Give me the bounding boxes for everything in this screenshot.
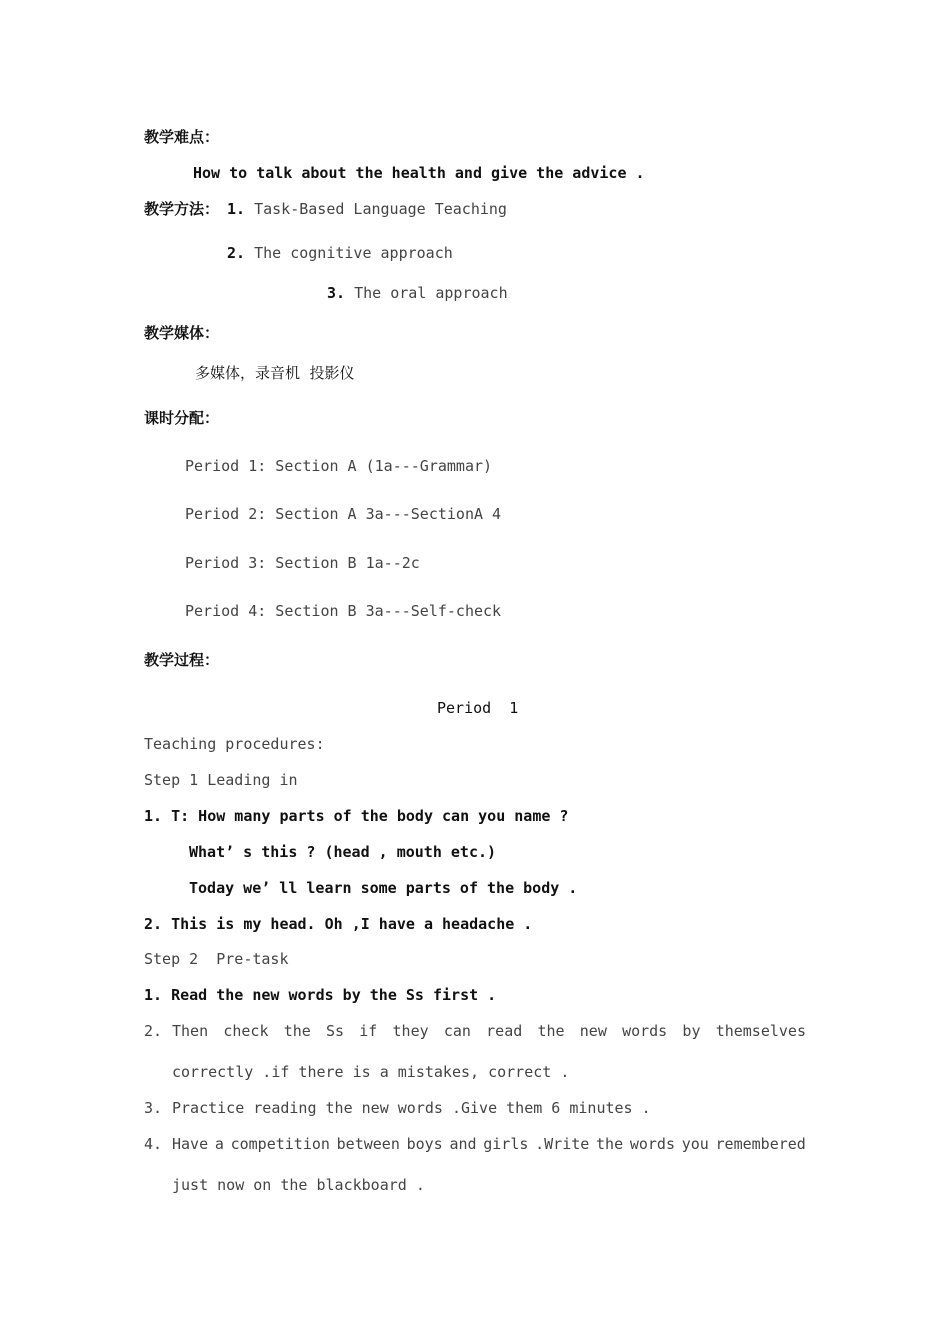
step1-title: Step 1 Leading in <box>144 771 298 789</box>
step2-item-4-line-2: just now on the blackboard . <box>172 1176 425 1194</box>
word: words <box>629 1135 675 1153</box>
procedures-label: Teaching procedures: <box>144 735 325 753</box>
word: Ss <box>325 1022 345 1040</box>
process-heading: 教学过程： <box>144 651 220 669</box>
step2-title: Step 2 Pre-task <box>144 950 289 968</box>
step2-item-3-number: 3. <box>144 1099 163 1117</box>
word: they <box>392 1022 429 1040</box>
step2-item-3-text: Practice reading the new words .Give them 6 minutes . <box>172 1099 651 1117</box>
word: by <box>682 1022 701 1040</box>
step2-item-4-line-1 <box>172 1134 806 1154</box>
word: a <box>214 1135 224 1153</box>
word: words <box>622 1022 668 1040</box>
period-item-2: Period 2: Section A 3a---SectionA 4 <box>185 505 502 523</box>
period-title: Period 1 <box>437 699 519 717</box>
word: read <box>486 1022 523 1040</box>
word: the <box>596 1135 624 1153</box>
word: themselves <box>715 1022 806 1040</box>
step2-item-2-line-2: correctly .if there is a mistakes, correct . <box>172 1063 570 1081</box>
method-text: The cognitive approach <box>254 244 453 262</box>
method-item-1 <box>227 199 507 219</box>
word: competition <box>230 1135 330 1153</box>
word: and <box>449 1135 477 1153</box>
word: Have <box>172 1135 209 1153</box>
period-item-1: Period 1: Section A (1a---Grammar) <box>185 457 493 475</box>
step2-item-1: 1. Read the new words by the Ss first . <box>144 986 497 1004</box>
word: you <box>681 1135 709 1153</box>
word: between <box>336 1135 400 1153</box>
word: can <box>443 1022 471 1040</box>
step1-item-1: 1. T: How many parts of the body can you name ? <box>144 807 569 825</box>
step2-item-4-number: 4. <box>144 1135 163 1153</box>
step1-item-1-sub-2: Today we’ ll learn some parts of the body . <box>189 879 578 897</box>
word: if <box>359 1022 378 1040</box>
method-number: 2. <box>227 244 246 262</box>
difficulty-heading: 教学难点： <box>144 128 220 146</box>
word: boys <box>406 1135 443 1153</box>
difficulty-text: How to talk about the health and give the advice . <box>193 164 645 182</box>
method-number: 3. <box>327 284 346 302</box>
word: check <box>223 1022 269 1040</box>
word: remembered <box>715 1135 806 1153</box>
step1-item-1-sub-1: What’ s this ? (head , mouth etc.) <box>189 843 497 861</box>
method-text: The oral approach <box>354 284 508 302</box>
word: girls <box>483 1135 529 1153</box>
word: .Write <box>535 1135 590 1153</box>
word: Then <box>172 1022 209 1040</box>
method-item-2 <box>227 243 453 263</box>
media-text: 多媒体，录音机 投影仪 <box>195 364 355 382</box>
methods-heading: 教学方法： <box>144 200 220 218</box>
media-heading: 教学媒体： <box>144 324 220 342</box>
word: the <box>283 1022 311 1040</box>
step2-item-2-number: 2. <box>144 1022 163 1040</box>
step1-item-2: 2. This is my head. Oh ,I have a headache . <box>144 915 533 933</box>
step2-item-2-line-1 <box>172 1021 806 1041</box>
method-item-3 <box>327 283 508 303</box>
period-item-3: Period 3: Section B 1a--2c <box>185 554 420 572</box>
word: new <box>579 1022 607 1040</box>
method-number: 1. <box>227 200 246 218</box>
method-text: Task-Based Language Teaching <box>254 200 507 218</box>
period-item-4: Period 4: Section B 3a---Self-check <box>185 602 502 620</box>
word: the <box>537 1022 565 1040</box>
schedule-heading: 课时分配： <box>144 409 220 427</box>
